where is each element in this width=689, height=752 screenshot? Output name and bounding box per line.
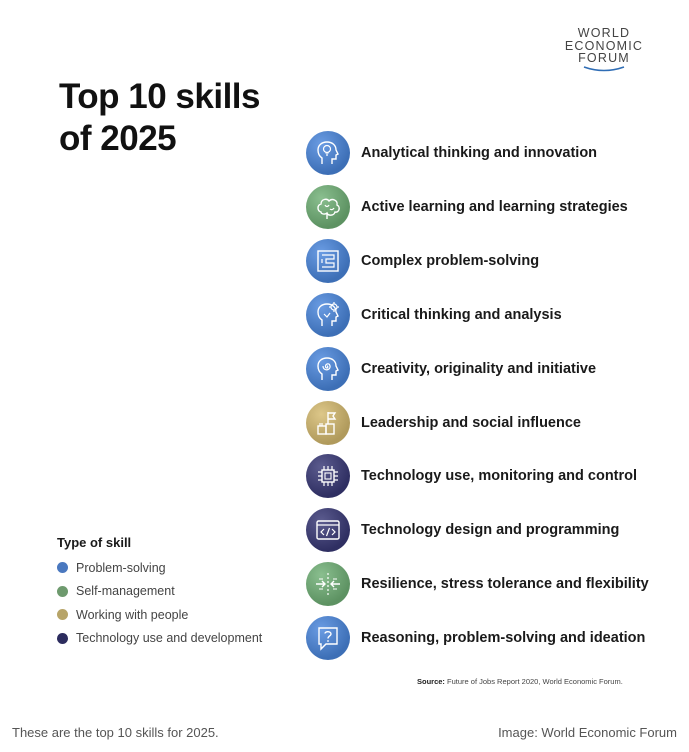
skill-label: Analytical thinking and innovation: [361, 145, 598, 161]
skill-label: Reasoning, problem-solving and ideation: [361, 630, 646, 647]
source-text: Future of Jobs Report 2020, World Economic Forum.: [447, 677, 623, 686]
gear-head-icon: [313, 300, 343, 330]
skill-label: Resilience, stress tolerance and flexibility: [361, 576, 649, 593]
flag-podium-icon: [313, 408, 343, 438]
skill-item: [306, 507, 676, 553]
lightbulb-head-icon: [313, 138, 343, 168]
legend-dot: [57, 586, 68, 597]
skill-item: [306, 346, 676, 392]
maze-icon: [313, 246, 343, 276]
legend-dot: [57, 633, 68, 644]
skill-item: [306, 400, 676, 446]
skill-item: [306, 238, 676, 284]
maze-badge: [306, 239, 350, 283]
legend-item-label: Technology use and development: [76, 631, 263, 646]
spiral-head-badge: [306, 347, 350, 391]
legend-item-label: Working with people: [76, 607, 189, 622]
brain-icon: [313, 192, 343, 222]
skill-item: [306, 184, 676, 230]
gear-head-badge: [306, 293, 350, 337]
skill-label: Technology design and programming: [361, 522, 620, 539]
skill-item: [306, 561, 676, 607]
legend-item-label: Self-management: [76, 584, 175, 599]
source-prefix: Source:: [417, 677, 445, 686]
skill-label: Creativity, originality and initiative: [361, 360, 597, 377]
logo-line-world: WORLD: [577, 26, 631, 40]
image-credit: Image: World Economic Forum: [498, 725, 677, 740]
spiral-head-icon: [313, 354, 343, 384]
legend-item: [57, 556, 262, 580]
skill-label: Leadership and social influence: [361, 414, 581, 431]
skill-label: Active learning and learning strategies: [361, 198, 628, 215]
question-bubble-icon: [313, 623, 343, 653]
question-bubble-badge: [306, 616, 350, 660]
legend-item: [57, 627, 262, 651]
chip-badge: [306, 454, 350, 498]
skill-item: [306, 453, 676, 499]
compress-arrows-icon: [313, 569, 343, 599]
image-caption: These are the top 10 skills for 2025.: [12, 725, 219, 740]
chip-icon: [313, 461, 343, 491]
legend-items: [57, 556, 262, 650]
skill-label: Technology use, monitoring and control: [361, 468, 638, 485]
source-note: [417, 677, 623, 686]
legend-item-label: Problem-solving: [76, 560, 166, 575]
skill-label: Critical thinking and analysis: [361, 306, 562, 323]
flag-podium-badge: [306, 401, 350, 445]
logo-line-economic: ECONOMIC: [564, 38, 644, 53]
skill-type-legend: [57, 535, 262, 650]
lightbulb-head-badge: [306, 131, 350, 175]
title-line-1: Top 10 skills: [59, 77, 260, 116]
legend-dot: [57, 562, 68, 573]
brain-badge: [306, 185, 350, 229]
code-window-badge: [306, 508, 350, 552]
wef-logo: [556, 27, 652, 72]
title-line-2: of 2025: [59, 119, 177, 158]
legend-title: Type of skill: [57, 535, 132, 550]
legend-item: [57, 580, 262, 604]
skill-item: [306, 292, 676, 338]
skill-item: [306, 615, 676, 661]
code-window-icon: [313, 515, 343, 545]
legend-dot: [57, 609, 68, 620]
compress-arrows-badge: [306, 562, 350, 606]
legend-item: [57, 603, 262, 627]
skill-label: Complex problem-solving: [361, 252, 540, 269]
page-title: [59, 76, 260, 160]
logo-line-forum: FORUM: [578, 51, 630, 65]
logo-arc-icon: [582, 66, 626, 72]
skill-item: [306, 130, 676, 176]
